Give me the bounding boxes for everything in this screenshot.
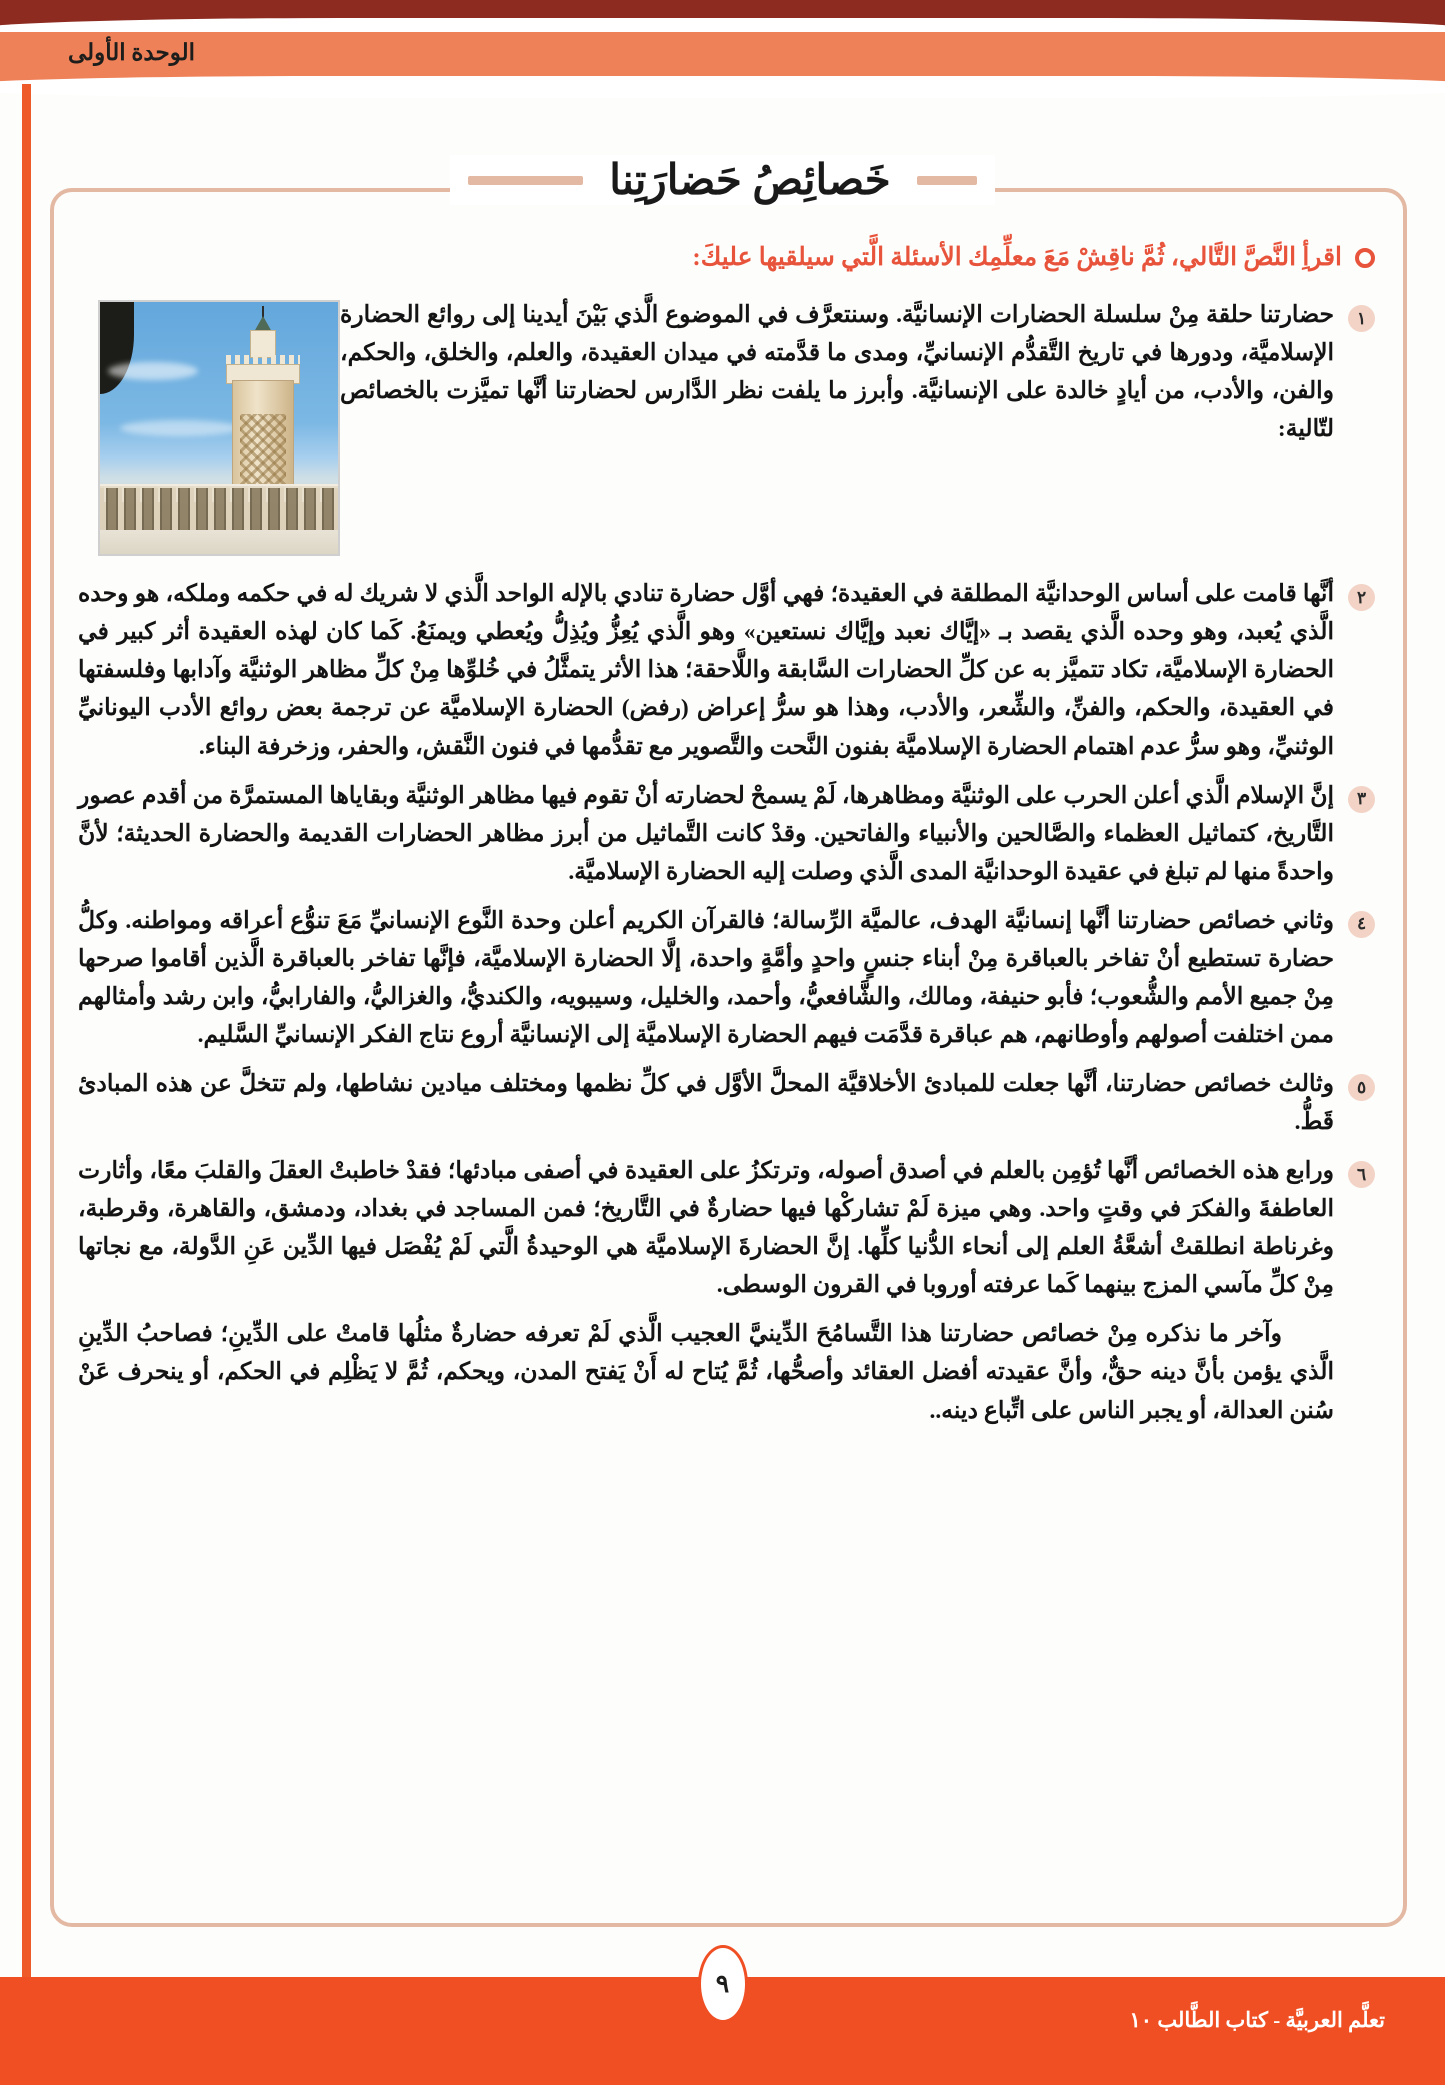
- cloud-icon: [120, 420, 240, 436]
- mosque-minaret-courtyard-photo: [98, 300, 340, 556]
- paragraph-number: ٦: [1348, 1161, 1375, 1188]
- paragraph-body: [78, 902, 1334, 1054]
- unit-label: الوحدة الأولى: [67, 40, 195, 65]
- paragraph-number: ١: [1348, 305, 1375, 332]
- paragraph-row: [78, 777, 1375, 891]
- cloud-icon: [108, 362, 198, 380]
- paragraph-row: [78, 902, 1375, 1054]
- paragraph-row: [78, 1065, 1375, 1141]
- paragraph-body: [78, 777, 1334, 891]
- footer-book-line: تعلَّم العربيَّة - كتاب الطَّالب ١٠: [1129, 2008, 1385, 2032]
- closing-paragraph-row: [78, 1315, 1375, 1429]
- title-rule-right: [468, 176, 583, 185]
- paragraph-text: وثالث خصائص حضارتنا، أنَّها جعلت للمبادئ الأخلاقيَّة المحلَّ الأوَّل في كلِّ نظمها ومختلف ميادين نشاطها، ولم تتخلَّ عن هذه المبادئ قَطُّ.: [78, 1071, 1334, 1136]
- paragraph-body: [78, 1065, 1334, 1141]
- paragraph-text: أنَّها قامت على أساس الوحدانيَّة المطلقة في العقيدة؛ فهي أوَّل حضارة تنادي بالإله الواحد الَّذي لا شريك له في حكمه وملكه، هو وحده الَّذي يُعبد، وهو وحده الَّذي يقصد بـ «إيَّاك نعبد وإيَّاك نستعين» وهو الَّذي يُعِزُّ ويُذِلُّ ويُعطي ويمنَعُ. كَما كان لهذه العقيدة أثر كبير في الحضارة الإسلاميَّة، تكاد تتميَّز به عن كلِّ الحضارات السَّابقة واللَّاحقة؛ هذا الأثر يتمثَّلُ في خُلوِّها مِنْ كلِّ مظاهر الوثنيَّة وآدابها وفلسفتها في العقيدة، والحكم، والفنِّ، والشِّعر، والأدب، وهذا هو سرُّ إعراض (رفض) الحضارة الإسلاميَّة عن ترجمة بعض روائع الأدب اليونانيِّ الوثنيِّ، وهو سرُّ عدم اهتمام الحضارة الإسلاميَّة بفنون النَّحت والتَّصوير مع تقدُّمها في فنون النَّقش، والحفر، وزخرفة البناء.: [78, 581, 1334, 760]
- paragraph-row: [78, 296, 1375, 564]
- paragraph-body: [78, 575, 1334, 765]
- paragraph-number: ٤: [1348, 911, 1375, 938]
- minaret-lantern: [250, 330, 276, 358]
- paragraph-text: ورابع هذه الخصائص أنَّها تُؤمِن بالعلم في أصدق أصوله، وترتكزُ على العقيدة في أصفى مبادئها؛ فقدْ خاطبتْ العقلَ والقلبَ معًا، وأثارت العاطفةَ والفكرَ في وقتٍ واحد. وهي ميزة لَمْ تشاركْها فيها حضارةٌ في التَّاريخ؛ فمن المساجد في بغداد، ودمشق، والقاهرة، وقرطبة، وغرناطة انطلقتْ أشعَّةُ العلم إلى أنحاء الدُّنيا كلِّها. إنَّ الحضارةَ الإسلاميَّة هي الوحيدةُ الَّتي لَمْ يُفْصَل فيها الدِّين عَنِ الدَّولة، مع نجاتها مِنْ كلِّ مآسي المزج بينهما كَما عرفته أوروبا في القرون الوسطى.: [78, 1158, 1334, 1299]
- instruction-text: اقرأِ النَّصَّ التَّالي، ثُمَّ ناقِشْ مَعَ معلِّمِك الأسئلة الَّتي سيلقيها عليكَ:: [692, 244, 1342, 271]
- courtyard-ground: [100, 530, 338, 554]
- paragraph-body: [78, 1315, 1334, 1429]
- paragraph-number: ٣: [1348, 786, 1375, 813]
- page-number-badge: ٩: [698, 1945, 748, 2023]
- paragraph-body: [78, 1152, 1334, 1304]
- unit-band-curve: [0, 76, 1445, 98]
- paragraph-text: حضارتنا حلقة مِنْ سلسلة الحضارات الإنسانيَّة. وسنتعرَّف في الموضوع الَّذي بَيْنَ أيدينا إلى روائع الحضارة الإسلاميَّة، ودورها في تاريخ التَّقدُّم الإنسانيِّ، ومدى ما قدَّمته في ميدان العقيدة، والعلم، والخلق، والحكم، والفن، والأدب، من أيادٍ خالدة على الإنسانيَّة. وأبرز ما يلفت نظر الدَّارس لحضارتنا أنَّها تميَّزت بالخصائص لتّالية:: [340, 302, 1334, 443]
- paragraph-body: [78, 296, 1334, 564]
- instruction-row: [78, 240, 1375, 276]
- paragraph-number: ٢: [1348, 584, 1375, 611]
- paragraph-text: إنَّ الإسلام الَّذي أعلن الحرب على الوثنيَّة ومظاهرها، لَمْ يسمحْ لحضارته أنْ تقوم فيها مظاهر الوثنيَّة وبقاياها المستمرَّة من أقدم عصور التَّاريخ، كتماثيل العظماء والصَّالحين والأنبياء والفاتحين. وقدْ كانت التَّماثيل من أبرز مظاهر الحضارات القديمة والحضارة الحديثة؛ لأنَّ واحدةً منها لم تبلغ في عقيدة الوحدانيَّة المدى الَّذي وصلت إليه الحضارة الإسلاميَّة.: [78, 782, 1334, 885]
- paragraph-row: [78, 1152, 1375, 1304]
- courtyard-arches: [100, 486, 338, 502]
- paragraph-text: وآخر ما نذكره مِنْ خصائص حضارتنا هذا التَّسامُحَ الدِّينيَّ العجيب الَّذي لَمْ تعرفه حضارةٌ مثلُها قامتْ على الدِّينِ؛ فصاحبُ الدِّينِ الَّذي يؤمن بأنَّ دينه حقٌّ، وأنَّ عقيدته أفضل العقائد وأصحُّها، ثُمَّ يُتاح له أَنْ يَفتح المدن، ويحكم، ثُمَّ لا يَظْلِم في الحكم، أو ينحرف عَنْ سُنن العدالة، أو يجبر الناس على اتِّباع دينه..: [78, 1321, 1334, 1424]
- page-title: خَصائِصُ حَضارَتِنا: [609, 158, 891, 204]
- paragraph-row: [78, 575, 1375, 765]
- lesson-content: [78, 240, 1375, 1915]
- title-rule-left: [917, 176, 977, 185]
- left-accent-bar: [22, 84, 31, 1977]
- instruction-bullet-icon: [1355, 248, 1375, 268]
- paragraph-number: ٥: [1348, 1074, 1375, 1101]
- photo-foreground-shadow: [100, 302, 134, 394]
- paragraph-text: وثاني خصائص حضارتنا أنَّها إنسانيَّة الهدف، عالميَّة الرِّسالة؛ فالقرآن الكريم أعلن وحدة النَّوع الإنسانيِّ مَعَ تنوُّع أعراقه ومواطنه. وكلُّ حضارة تستطيع أنْ تفاخر بالعباقرة مِنْ أبناء جنسٍ واحدٍ وأمَّةٍ واحدة، إلَّا الحضارة الإسلاميَّة، فإنَّها تفاخر بالعباقرة الَّذين أقاموا صرحها مِنْ جميع الأمم والشُّعوب؛ فأبو حنيفة، ومالك، والشَّافعيُّ، وأحمد، والخليل، وسيبويه، والكنديُّ، والغزاليُّ، والفارابيُّ، وابن رشد وأمثالهم ممن اختلفت أصولهم وأوطانهم، هم عباقرة قدَّمَت فيهم الحضارة الإسلاميَّة إلى الإنسانيَّة أروع نتاج الفكر الإنسانيِّ السَّليم.: [78, 907, 1334, 1048]
